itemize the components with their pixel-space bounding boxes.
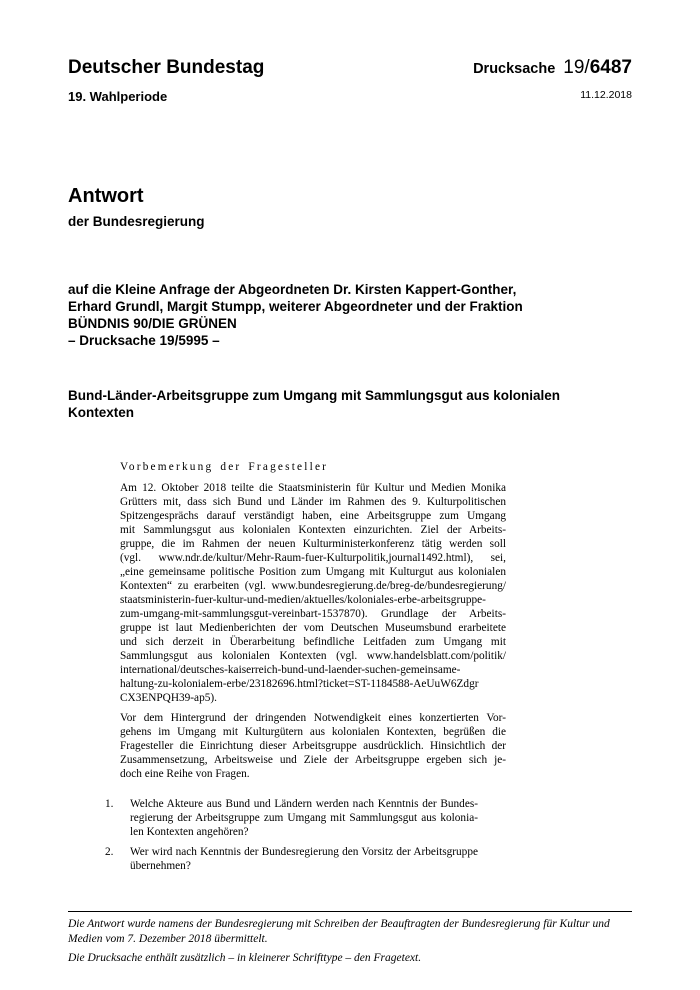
text-line: übernehmen?: [130, 860, 191, 872]
text-line: CX3ENPQH39-ap5).: [120, 692, 217, 704]
answer-title: Antwort: [68, 185, 144, 207]
subject-title: [68, 387, 560, 421]
drucksache-number-prefix: 19/: [563, 57, 590, 78]
drucksache-line: [473, 57, 632, 79]
text-line: international/deutsches-kaiserreich-bund-und-laender-suchen-gemeinsame-: [120, 664, 461, 676]
question-item-2: [105, 845, 488, 873]
text-line: Kontexten: [68, 405, 135, 420]
text-line: staatsministerin-fuer-kultur-und-medien/aktuelles/koloniales-erbe-arbeitsgruppe-: [120, 594, 486, 606]
text-line: gruppe ist laut Medienberichten der vom Deutschen Museumsbund erarbeitete: [120, 622, 506, 634]
text-line: Sammlungsgut aus kolonialen Kontexten (vgl. www.handelsblatt.com/politik/: [120, 650, 506, 662]
wahlperiode-label: 19. Wahlperiode: [68, 89, 168, 104]
text-line: und sich derzeit in Überarbeitung befindliche Leitfaden zum Umgang mit: [120, 636, 506, 648]
drucksache-number: 6487: [589, 57, 632, 78]
preliminary-paragraph-2: [120, 711, 506, 781]
header-right: [473, 57, 632, 101]
question-item-1: [105, 797, 488, 839]
answer-subtitle: der Bundesregierung: [68, 214, 205, 229]
question-text: [130, 797, 478, 839]
text-line: haltung-zu-kolonialem-erbe/23182696.html?ticket=ST-1184588-AeUuW6Zdgr: [120, 678, 479, 690]
question-text: [130, 845, 478, 873]
text-line: gruppe, die im Rahmen der neuen Kulturministerkonferenz tätig werden soll: [120, 538, 506, 550]
text-line: – Drucksache 19/5995 –: [68, 333, 220, 348]
text-line: „eine gemeinsame politische Position zum Umgang mit Kulturgut aus kolonialen: [120, 566, 506, 578]
document-header: [68, 57, 632, 104]
question-number: 2.: [105, 846, 114, 858]
institution-name: Deutscher Bundestag: [68, 57, 265, 78]
preliminary-paragraph-1: [120, 481, 506, 705]
body-column: [105, 460, 506, 879]
document-date: 11.12.2018: [580, 89, 632, 101]
text-line: doch eine Reihe von Fragen.: [120, 768, 250, 780]
footer-note-1: Die Antwort wurde namens der Bundesregierung mit Schreiben der Beauftragten der Bundesregierung für Kultur und Medien vom 7. Dezember 2018 übermittelt.: [68, 918, 610, 945]
request-intro: [68, 281, 523, 349]
answer-block: [68, 185, 205, 229]
text-line: Bund-Länder-Arbeitsgruppe zum Umgang mit Sammlungsgut aus kolonialen: [68, 388, 561, 403]
text-line: len Kontexten angehören?: [130, 826, 249, 838]
text-line: Spitzengesprächs darauf verständigt haben, eine Arbeitsgruppe zum Umgang: [120, 510, 506, 522]
text-line: Vor dem Hintergrund der dringenden Notwendigkeit eines konzertierten Vor-: [120, 712, 506, 724]
text-line: auf die Kleine Anfrage der Abgeordneten Dr. Kirsten Kappert-Gonther,: [68, 282, 517, 297]
text-line: Wer wird nach Kenntnis der Bundesregierung den Vorsitz der Arbeitsgruppe: [130, 846, 478, 858]
drucksache-label: Drucksache: [473, 61, 556, 77]
text-line: (vgl. www.ndr.de/kultur/Mehr-Raum-fuer-Kulturpolitik,journal1492.html), sei,: [120, 552, 506, 564]
question-number: 1.: [105, 798, 114, 810]
text-line: Kontexten“ zu erarbeiten (vgl. www.bundesregierung.de/breg-de/bundesregierung/: [120, 580, 506, 592]
footer-note-2: Die Drucksache enthält zusätzlich – in kleinerer Schrifttype – den Fragetext.: [68, 952, 422, 964]
text-line: BÜNDNIS 90/DIE GRÜNEN: [68, 316, 237, 331]
question-list: [105, 797, 506, 873]
text-line: Erhard Grundl, Margit Stumpp, weiterer Abgeordneter und der Fraktion: [68, 299, 523, 314]
text-line: zum-umgang-mit-sammlungsgut-vereinbart-1537870). Grundlage der Arbeits-: [120, 608, 506, 620]
text-line: gehens im Umgang mit Kulturgütern aus kolonialen Kontexten, begrüßen die: [120, 726, 506, 738]
text-line: Am 12. Oktober 2018 teilte die Staatsministerin für Kultur und Medien Monika: [120, 482, 506, 494]
footer-note-block: [68, 911, 632, 970]
text-line: Fragesteller die Einrichtung dieser Arbeitsgruppe ausdrücklich. Hinsichtlich der: [120, 740, 506, 752]
text-line: Zusammensetzung, Arbeitsweise und Ziele der Arbeitsgruppe ergeben sich je-: [120, 754, 506, 766]
text-line: regierung der Arbeitsgruppe zum Umgang mit Sammlungsgut aus kolonia-: [130, 812, 478, 824]
preliminary-remark-heading: Vorbemerkung der Fragesteller: [120, 461, 329, 473]
text-line: Welche Akteure aus Bund und Ländern werden nach Kenntnis der Bundes-: [130, 798, 478, 810]
text-line: mit Sammlungsgut aus kolonialen Kontexten einzurichten. Ziel der Arbeits-: [120, 524, 506, 536]
text-line: Grütters mit, dass sich Bund und Länder im Rahmen des 9. Kulturpolitischen: [120, 496, 506, 508]
